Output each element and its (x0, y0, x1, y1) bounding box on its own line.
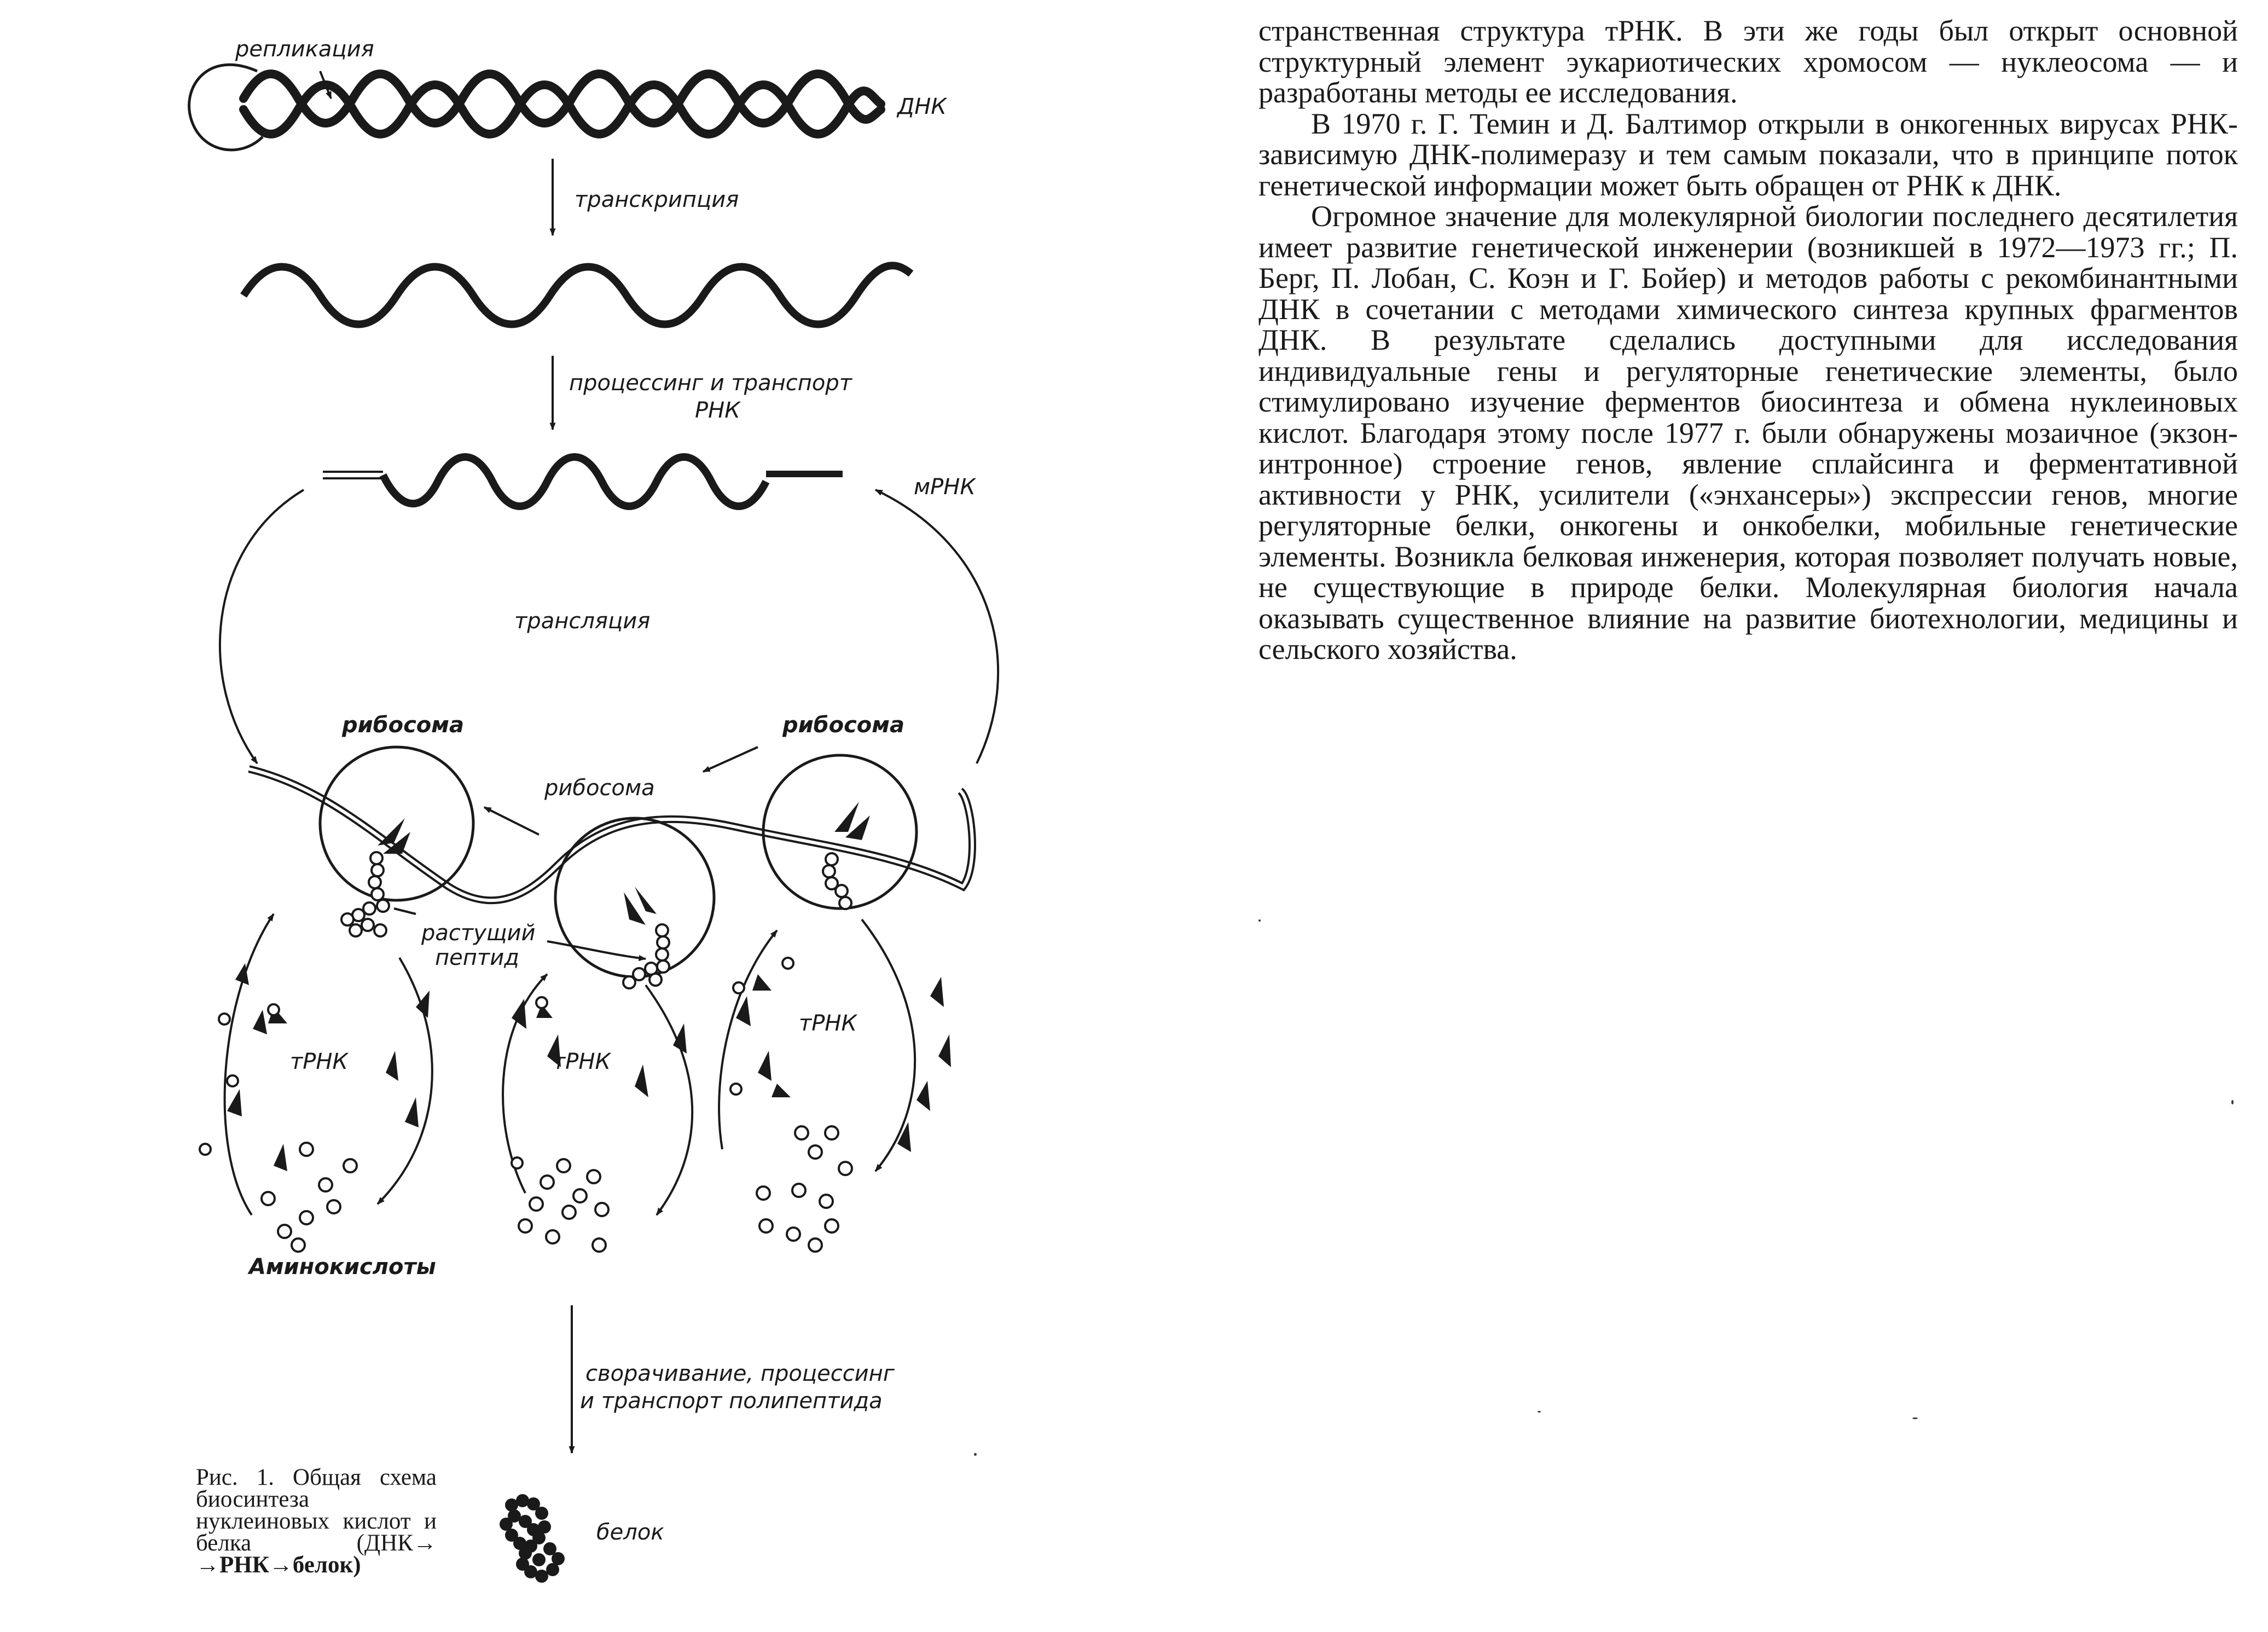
growing-peptide-label-line2: пептид (435, 945, 519, 970)
paragraph-3: Огромное значение для молекулярной биологии последнего десятилетия имеет развитие генетической инженерии (возникшей в 1972—1973 гг.; П. Берг, П. Лобан, С. Коэн и Г. Бойер) и методов работы с рекомбинантными ДНК в сочетании с методами химического синтеза крупных фрагментов ДНК. В результате сделались доступными для исследования индивидуальные гены и регуляторные генетические элементы, было стимулировано изучение ферментов биосинтеза и обмена нуклеиновых кислот. Благодаря этому после 1977 г. были обнаружены мозаичное (экзон-интронное) строение генов, явление сплайсинга и ферментативной активности у РНК, усилители («энхансеры») экспрессии генов, многие регуляторные белки, онкогены и онкобелки, мобильные генетические элементы. Возникла белковая инженерия, которая позволяет получать новые, не существующие в природе белки. Молекулярная биология начала оказывать существенное влияние на развитие биотехнологии, медицины и сельского хозяйства. (1258, 200, 2238, 665)
print-speck (1912, 1417, 1918, 1419)
ribosome-circle-middle (555, 818, 714, 977)
dna-label: ДНК (897, 94, 947, 119)
rna-strand (243, 265, 911, 324)
replication-loop (189, 65, 263, 150)
print-speck (1538, 1411, 1541, 1413)
print-speck (1258, 919, 1261, 922)
protein-blob (500, 1494, 565, 1583)
trna-label-left: тРНК (290, 1049, 348, 1074)
figure-drawing (0, 0, 1122, 1632)
processing-label-line2: РНК (695, 398, 740, 423)
mrna-strand (323, 457, 843, 506)
biosynthesis-figure (0, 0, 1122, 1632)
ribosome-label-left: рибосома (342, 713, 464, 738)
folding-label-line1: сворачивание, процессинг (585, 1361, 895, 1386)
ribosome-circle-left (320, 747, 473, 900)
paragraph-1: странственная структура тРНК. В эти же годы был открыт основной структурный элемент эукариотических хромосом — нуклеосома — и разработаны методы ее исследования. (1258, 14, 2238, 109)
print-speck (2231, 1100, 2234, 1104)
amino-acids-label: Аминокислоты (249, 1254, 436, 1280)
figure-caption (196, 1467, 437, 1576)
print-speck (974, 1453, 977, 1456)
caption-tail: →РНК→белок) (196, 1552, 361, 1578)
growing-peptide-label-line1: растущий (421, 921, 536, 946)
caption-text: Общая схема биосинтеза нуклеиновых кислот и белка (ДНК→ (196, 1465, 437, 1556)
ribosome-label-right: рибосома (782, 713, 904, 738)
dna-double-helix (243, 74, 881, 134)
mrna-label: мРНК (914, 474, 976, 500)
paragraph-2: В 1970 г. Г. Темин и Д. Балтимор открыли в онкогенных вирусах РНК-зависимую ДНК-полимеразу и тем самым показали, что в принципе поток генетической информации может быть обращен от РНК к ДНК. (1258, 107, 2238, 202)
processing-label-line1: процессинг и транспорт (569, 371, 852, 396)
trna-label-right: тРНК (799, 1011, 857, 1036)
trna-label-middle: тРНК (553, 1049, 611, 1074)
transcription-label: транскрипция (575, 187, 739, 212)
body-text (1258, 15, 2238, 665)
replication-label: репликация (235, 37, 374, 62)
ribosome-label-middle: рибосома (544, 776, 655, 801)
caption-prefix: Рис. 1. (196, 1465, 275, 1490)
translation-label: трансляция (514, 609, 651, 634)
translation-arrow-left (220, 490, 304, 763)
protein-label: белок (596, 1520, 664, 1545)
folding-label-line2: и транспорт полипептида (580, 1388, 883, 1414)
